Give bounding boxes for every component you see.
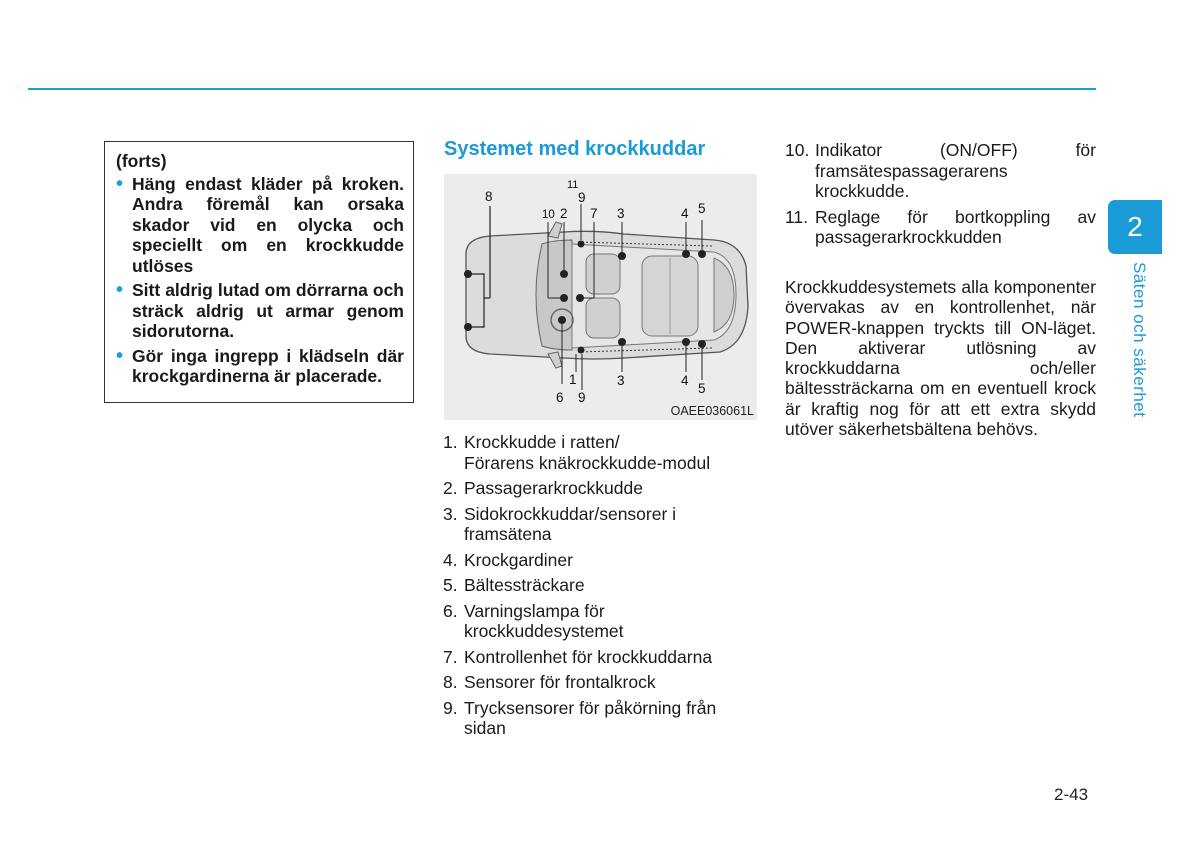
callout-label: 8: [485, 189, 493, 204]
component-item: 3. Sidokrockkuddar/sensorer i framsätena: [443, 503, 677, 544]
callout-label: 4: [681, 373, 689, 388]
component-item: 11. Reglage för bortkoppling av passagerarkrockkudden: [785, 206, 1096, 247]
callout-label: 5: [698, 201, 706, 216]
component-item: 4. Krockgardiner: [443, 549, 573, 570]
component-item: 6. Varningslampa för krockkuddesystemet: [443, 600, 624, 641]
callout-label: 3: [617, 373, 625, 388]
caution-item: • Sitt aldrig lutad om dörrarna och sträck aldrig ut armar genom sidorutorna.: [116, 280, 404, 342]
page-number: 2-43: [1054, 785, 1089, 804]
component-list-continued: [785, 140, 1096, 253]
callout-label: 10: [542, 209, 555, 221]
callout-label: 11: [567, 179, 579, 191]
caution-item: • Häng endast kläder på kroken. Andra föremål kan orsaka skador vid en olycka och speciellt om en krockkudde utlöses: [116, 174, 404, 277]
callout-label: 1: [569, 372, 577, 387]
component-item: 9. Trycksensorer för påkörning från sidan: [443, 697, 717, 738]
component-item: 10. Indikator (ON/OFF) för framsätespassagerarens krockkudde.: [785, 140, 1096, 201]
continued-label: (forts): [116, 151, 167, 171]
caution-box: [104, 141, 414, 403]
top-rule: [28, 88, 1096, 90]
callout-label: 7: [590, 206, 598, 221]
caution-list: [116, 174, 404, 387]
callout-label: 5: [698, 381, 706, 396]
body-paragraph: Krockkuddesystemets alla komponenter övervakas av en kontrollenhet, när POWER-knappen tryckts till ON-läget. Den aktiverar utlösning av krockkuddarna och/eller bältessträckarna om en eventuell krock är kraftig nog för att ett extra skydd utöver säkerhetsbältena behövs.: [785, 277, 1096, 440]
car-top-view-illustration: [444, 174, 757, 420]
component-item: 8. Sensorer för frontalkrock: [443, 672, 656, 692]
callout-label: 4: [681, 206, 689, 221]
callout-label: 6: [556, 390, 564, 405]
component-item: 1. Krockkudde i ratten/ Förarens knäkrockkudde-modul: [443, 432, 711, 473]
component-item: 7. Kontrollenhet för krockkuddarna: [443, 646, 713, 667]
component-item: 2. Passagerarkrockkudde: [443, 478, 643, 498]
chapter-number-tab: 2: [1108, 200, 1162, 254]
chapter-title: Säten och säkerhet: [1130, 262, 1149, 418]
callout-label: 9: [578, 190, 586, 205]
section-title: Systemet med krockkuddar: [444, 138, 706, 160]
callout-label: 9: [578, 390, 586, 405]
component-list: [443, 432, 753, 744]
figure-code: OAEE036061L: [670, 404, 754, 418]
callout-label: 2: [560, 206, 568, 221]
callout-label: 3: [617, 206, 625, 221]
caution-item: • Gör inga ingrepp i klädseln där krockgardinerna är placerade.: [116, 346, 404, 387]
component-item: 5. Bältessträckare: [443, 575, 585, 595]
airbag-diagram: [444, 174, 757, 420]
